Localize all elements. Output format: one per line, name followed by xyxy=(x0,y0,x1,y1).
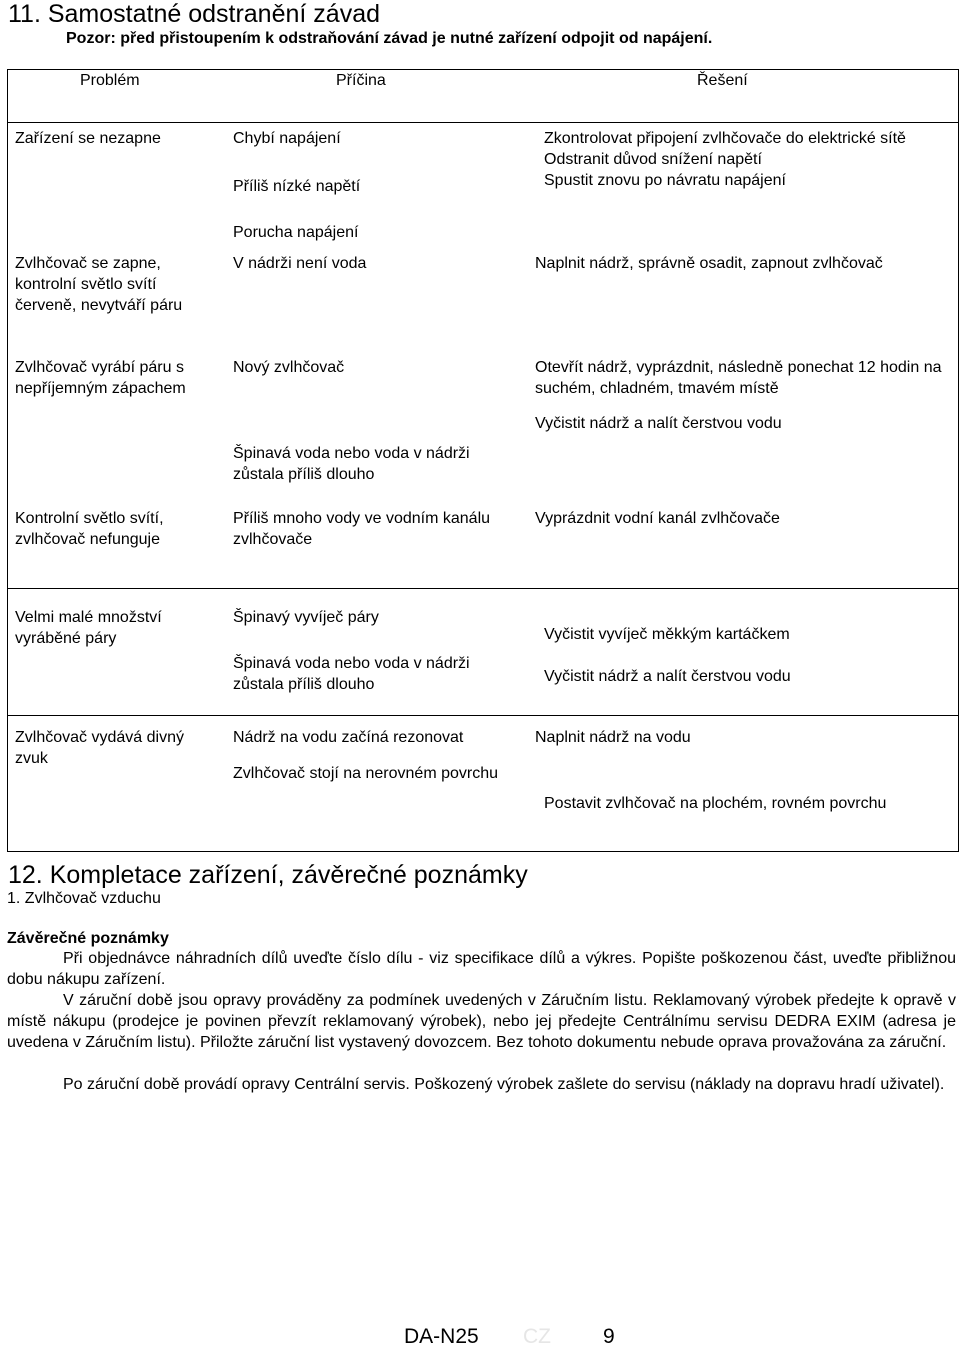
r5-solution-1: Naplnit nádrž na vodu xyxy=(535,729,691,746)
r1-cause-2: Příliš nízké napětí xyxy=(233,178,361,195)
r1-cause-3: Porucha napájení xyxy=(233,224,359,241)
footer-page-number: 9 xyxy=(603,1325,615,1348)
r1-cause-1: Chybí napájení xyxy=(233,130,341,147)
r1-problem: Zařízení se nezapne xyxy=(15,130,161,147)
r4-cause-2: Špinavá voda nebo voda v nádrži zůstala příliš dlouho xyxy=(233,655,470,693)
r5-problem: Zvlhčovač vydává divný zvuk xyxy=(15,729,184,767)
footer-model: DA-N25 xyxy=(404,1325,479,1348)
r2-cause: V nádrži není voda xyxy=(233,255,367,272)
r5-cause-1: Nádrž na vodu začíná rezonovat xyxy=(233,729,464,746)
header-problem: Problém xyxy=(80,72,140,89)
r3-cause-1: Nový zvlhčovač xyxy=(233,359,345,376)
row-divider xyxy=(8,122,958,123)
notes-paragraph-1: Při objednávce náhradních dílů uveďte číslo dílu - viz specifikace dílů a výkres. Popište poškozenou část, uveďte přibližnou dobu nákupu zařízení. xyxy=(7,950,956,988)
r3-problem-2: Kontrolní světlo svítí, zvlhčovač nefunguje xyxy=(15,510,164,548)
row-divider xyxy=(8,588,958,589)
r4-problem: Velmi malé množství vyráběné páry xyxy=(15,609,162,647)
r3-problem: Zvlhčovač vyrábí páru s nepříjemným zápachem xyxy=(15,359,186,397)
r3-cause-2: Špinavá voda nebo voda v nádrži zůstala příliš dlouho xyxy=(233,445,470,483)
r3-solution-1: Otevřít nádrž, vyprázdnit, následně ponechat 12 hodin na suchém, chladném, tmavém místě xyxy=(535,359,942,397)
r1-solution-2: Odstranit důvod snížení napětí xyxy=(544,151,762,168)
notes-paragraph-2: V záruční době jsou opravy prováděny za podmínek uvedených v Záručním listu. Reklamovaný výrobek předejte k opravě v místě nákupu (prodejce je povinen převzít reklamovaný výrobek), nebo jej předejte Centrálnímu servisu DEDRA EXIM (adresa je uvedena v Záručním listu). Přiložte záruční list vystavený dovozcem. Bez tohoto dokumentu nebude oprava provažována za záruční. xyxy=(7,992,956,1051)
r3-solution-2: Vyčistit nádrž a nalít čerstvou vodu xyxy=(535,415,782,432)
r5-solution-2: Postavit zvlhčovač na plochém, rovném povrchu xyxy=(544,795,887,812)
r4-cause-1: Špinavý vyvíječ páry xyxy=(233,609,379,626)
r3-solution-3: Vyprázdnit vodní kanál zvlhčovače xyxy=(535,510,780,527)
notes-paragraph-3: Po záruční době provádí opravy Centrální servis. Poškozený výrobek zašlete do servisu (náklady na dopravu hradí uživatel). xyxy=(63,1076,945,1093)
section-11-title: 11. Samostatné odstranění závad xyxy=(8,0,380,28)
header-solution: Řešení xyxy=(697,72,748,89)
r1-solution-3: Spustit znovu po návratu napájení xyxy=(544,172,786,189)
r3-cause-3: Příliš mnoho vody ve vodním kanálu zvlhčovače xyxy=(233,510,491,548)
r2-solution: Naplnit nádrž, správně osadit, zapnout zvlhčovač xyxy=(535,255,883,272)
footer-language: CZ xyxy=(523,1325,551,1348)
section-12-title: 12. Kompletace zařízení, závěrečné poznámky xyxy=(8,861,528,889)
section-12-subtitle: 1. Zvlhčovač vzduchu xyxy=(7,890,161,907)
header-cause: Příčina xyxy=(336,72,386,89)
r1-solution-1: Zkontrolovat připojení zvlhčovače do elektrické sítě xyxy=(544,130,906,147)
row-divider xyxy=(8,715,958,716)
warning-text: Pozor: před přistoupením k odstraňování závad je nutné zařízení odpojit od napájení. xyxy=(66,30,713,47)
r4-solution-1: Vyčistit vyvíječ měkkým kartáčkem xyxy=(544,626,790,643)
r2-problem: Zvlhčovač se zapne, kontrolní světlo svítí červeně, nevytváří páru xyxy=(15,255,183,314)
notes-heading: Závěrečné poznámky xyxy=(7,930,169,947)
r5-cause-2: Zvlhčovač stojí na nerovném povrchu xyxy=(233,765,499,782)
r4-solution-2: Vyčistit nádrž a nalít čerstvou vodu xyxy=(544,668,791,685)
